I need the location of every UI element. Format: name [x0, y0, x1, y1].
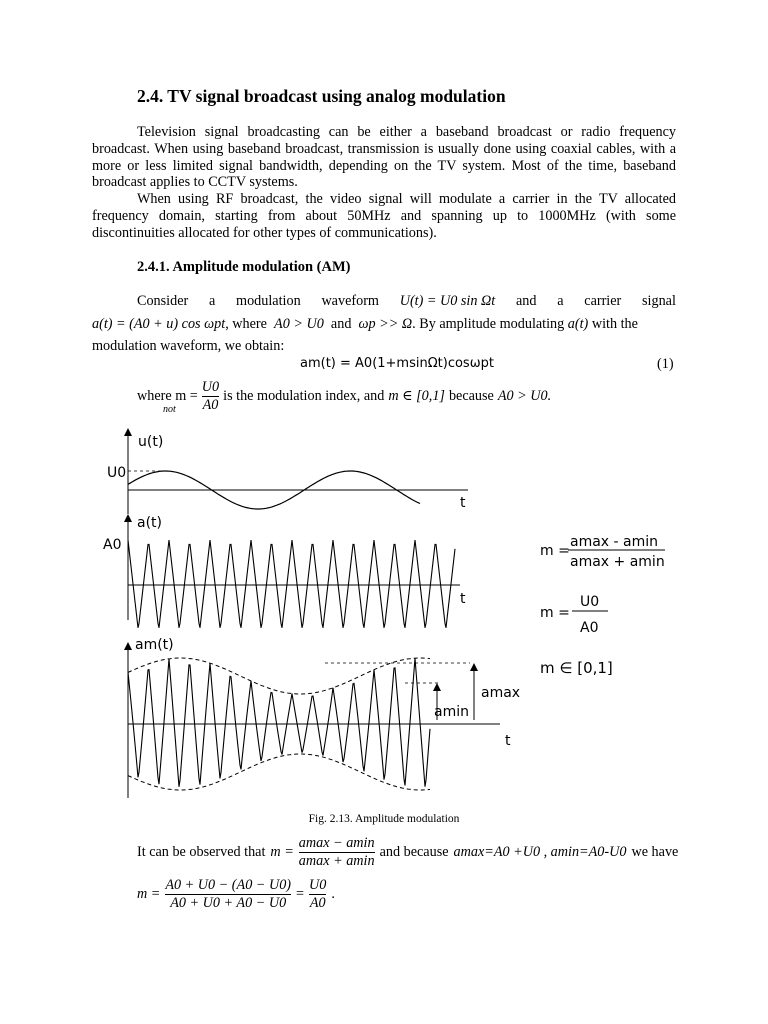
- relations: amax=A0 +U0 , amin=A0-U0: [453, 844, 627, 860]
- side-m1-den: amax + amin: [570, 554, 665, 570]
- label-a0: A0: [103, 537, 122, 553]
- subsection-title: 2.4.1. Amplitude modulation (AM): [137, 259, 351, 275]
- fraction-u0-a0: $\frac{U0}{A0}$: [309, 877, 327, 911]
- carrier-wave: [128, 540, 455, 628]
- consider-line: [137, 293, 676, 310]
- condition: A0 > U0.: [497, 388, 552, 404]
- period: .: [331, 886, 335, 902]
- condition-wp-omega: ωp >> Ω: [358, 316, 413, 332]
- side-formulas: [540, 534, 665, 677]
- carrier-line: [92, 316, 638, 333]
- text: and because: [379, 844, 449, 860]
- text: and: [330, 316, 352, 332]
- word: waveform: [321, 293, 379, 309]
- observed-line: [137, 836, 678, 869]
- fraction-u0-a0: $\frac{U0}{A0}$: [201, 379, 220, 413]
- label-amin: amin: [434, 704, 469, 720]
- formula-a: a(t) = (A0 + u) cos ωpt: [92, 316, 226, 332]
- fraction-long: $\frac{A0 + U0 - (A0 - U0)}{A0 + U0 + A0 - U0}$: [165, 877, 292, 911]
- figure-caption: Fig. 2.13. Amplitude modulation: [308, 813, 460, 825]
- plot-u: [107, 432, 468, 514]
- word: signal: [642, 293, 676, 309]
- text: a(t): [567, 316, 589, 332]
- text: we have: [631, 844, 679, 860]
- plot-am: [128, 637, 520, 798]
- word: a: [557, 293, 564, 309]
- m-eq: m =: [270, 844, 294, 860]
- plot-a: [103, 515, 466, 628]
- label-amax: amax: [481, 685, 521, 701]
- label-u0: U0: [107, 465, 127, 481]
- envelope-top: [128, 658, 430, 694]
- text: is the modulation index, and: [223, 388, 385, 404]
- text: . By amplitude modulating: [412, 316, 565, 332]
- text: , where: [225, 316, 267, 332]
- paragraph-baseband: Television signal broadcasting can be either a baseband broadcast or radio frequency broadcast. When using baseband broadcast, transmission is usually done using coaxial cables, with a more or less limited signal bandwidth, depending on the TV system. Most of the time, baseband broadcast applies to CCTV systems.: [92, 124, 676, 191]
- m-eq: m =: [137, 886, 161, 902]
- where-line: [137, 380, 551, 413]
- side-m3: m ∈ [0,1]: [540, 659, 613, 677]
- equation-1: am(t) = A0(1+msinΩt)cosωpt: [300, 356, 494, 371]
- obtain-line: modulation waveform, we obtain:: [92, 338, 285, 354]
- text: with the: [591, 316, 638, 332]
- label-a-of-t: a(t): [137, 515, 162, 531]
- am-figure: [0, 420, 768, 810]
- condition-a0-u0: A0 > U0: [274, 316, 324, 332]
- equation-number: (1): [657, 356, 674, 372]
- text: It can be observed that: [137, 844, 266, 860]
- range: m ∈ [0,1]: [388, 388, 445, 404]
- word: modulation: [236, 293, 301, 309]
- text: where m = not: [137, 388, 198, 415]
- side-m2-den: A0: [580, 620, 599, 636]
- text: because: [448, 388, 494, 404]
- paragraph-rf: When using RF broadcast, the video signal will modulate a carrier in the TV allocated frequency domain, starting from about 50MHz and spanning up to 1000MHz (with some discontinuities allocated for other types of communications).: [92, 191, 676, 241]
- label-t: t: [460, 591, 466, 607]
- formula-u: U(t) = U0 sin Ωt: [399, 293, 496, 309]
- word: a: [208, 293, 216, 309]
- label-am-of-t: am(t): [135, 637, 174, 653]
- am-wave: [128, 658, 430, 787]
- side-m2-num: U0: [580, 594, 600, 610]
- side-m1-lhs: m =: [540, 543, 570, 559]
- word: and: [515, 293, 537, 309]
- word: carrier: [584, 293, 622, 309]
- section-title: 2.4. TV signal broadcast using analog modulation: [137, 86, 506, 106]
- final-line: [137, 878, 335, 911]
- not-label: not: [163, 404, 176, 415]
- label-u-of-t: u(t): [138, 434, 164, 450]
- label-t: t: [460, 495, 466, 511]
- label-t: t: [505, 733, 511, 749]
- fraction-amax-amin: $\frac{amax - amin}{amax + amin}$: [298, 835, 375, 869]
- side-m1-num: amax - amin: [570, 534, 659, 550]
- equals: =: [296, 886, 305, 902]
- side-m2-lhs: m =: [540, 605, 570, 621]
- word: Consider: [137, 293, 189, 309]
